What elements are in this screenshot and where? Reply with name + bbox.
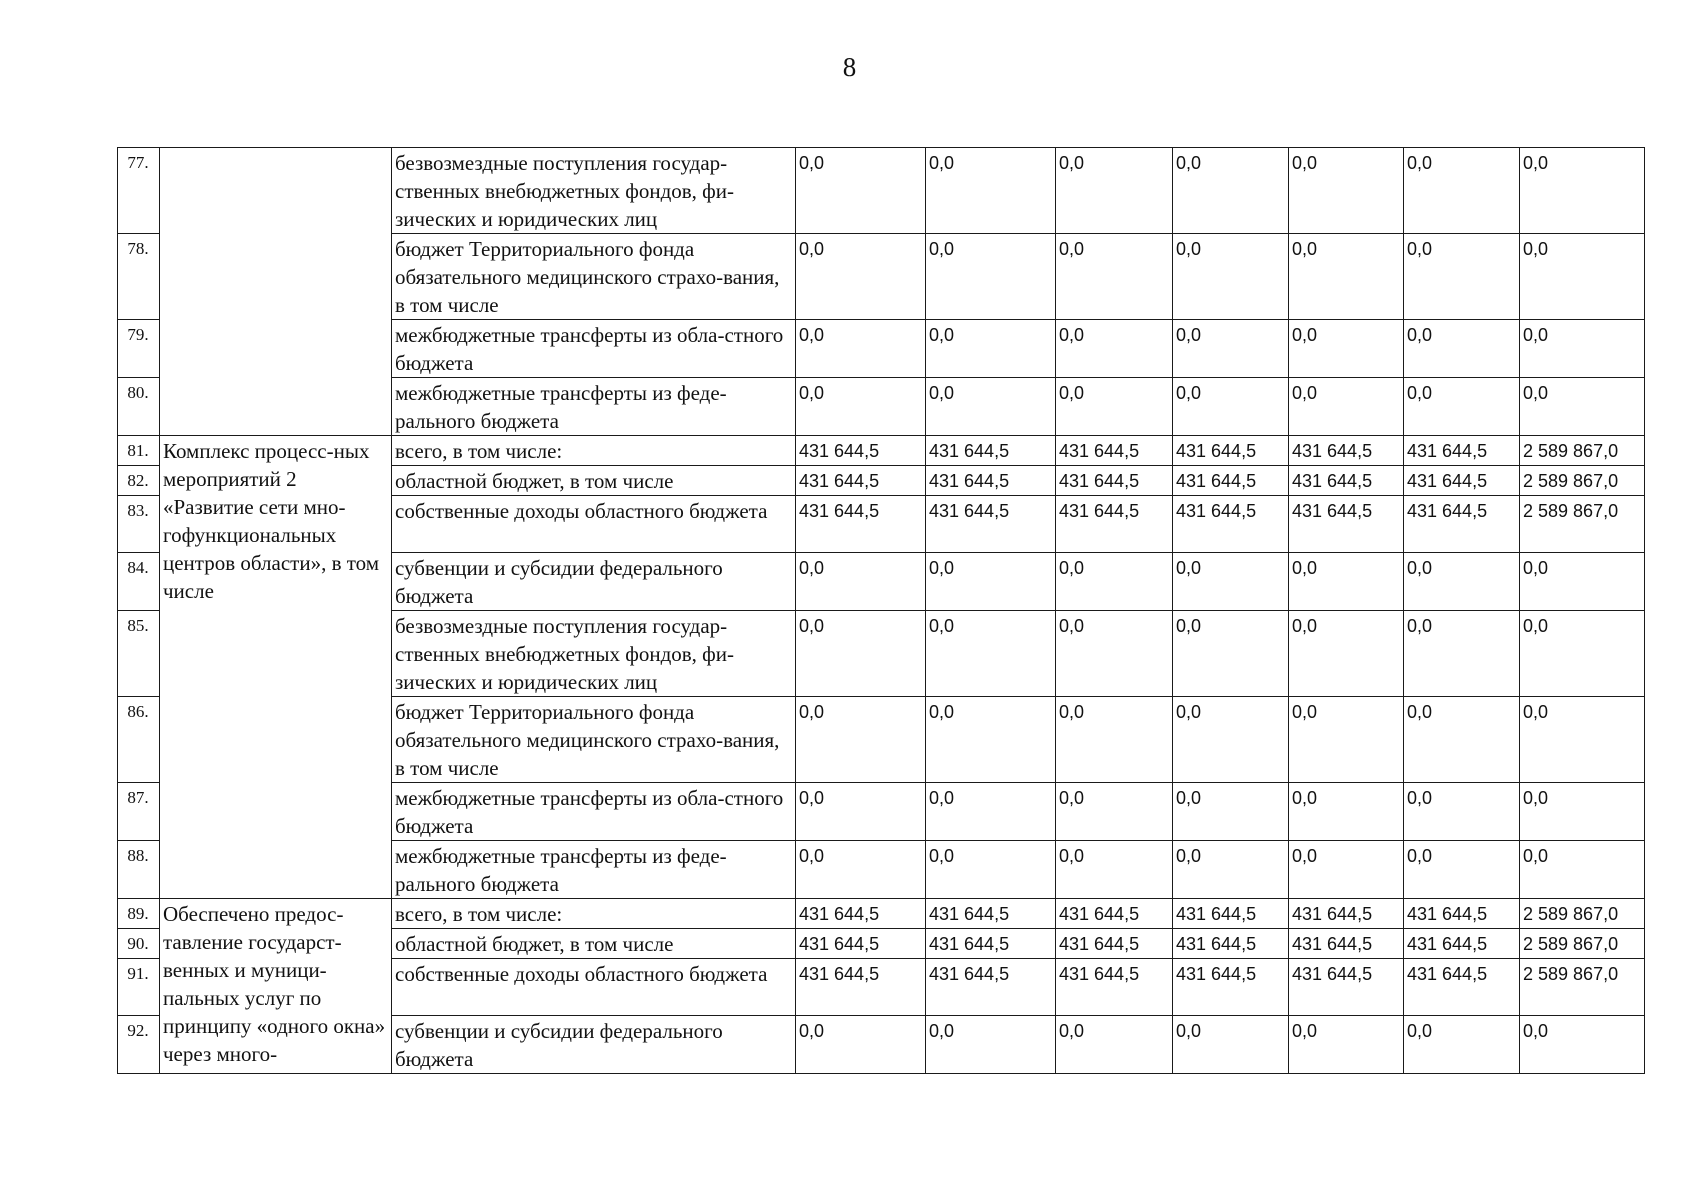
funding-source: всего, в том числе: [392,436,796,466]
row-number: 85. [118,611,160,697]
funding-source: субвенции и субсидии федерального бюджета [392,553,796,611]
year-value: 0,0 [1404,234,1520,320]
table-row [118,899,1645,929]
year-value: 0,0 [1289,783,1404,841]
year-value: 431 644,5 [1404,959,1520,1016]
row-number: 79. [118,320,160,378]
funding-source: межбюджетные трансферты из обла-стного бюджета [392,320,796,378]
year-value: 431 644,5 [1404,436,1520,466]
year-value: 0,0 [926,697,1056,783]
year-value: 0,0 [796,697,926,783]
year-value: 0,0 [926,378,1056,436]
year-value: 0,0 [1056,320,1173,378]
year-value: 431 644,5 [796,436,926,466]
year-value: 0,0 [1404,148,1520,234]
year-value: 0,0 [1404,611,1520,697]
year-value: 0,0 [926,234,1056,320]
funding-source: собственные доходы областного бюджета [392,959,796,1016]
row-number: 83. [118,496,160,553]
year-value: 431 644,5 [926,436,1056,466]
year-value: 0,0 [1173,378,1289,436]
year-value: 431 644,5 [1056,959,1173,1016]
year-value: 431 644,5 [1404,496,1520,553]
year-value: 0,0 [796,783,926,841]
year-value: 0,0 [1404,320,1520,378]
funding-source: областной бюджет, в том числе [392,466,796,496]
year-value: 431 644,5 [796,899,926,929]
year-value: 0,0 [796,148,926,234]
year-value: 0,0 [1404,783,1520,841]
funding-source: бюджет Территориального фонда обязательного медицинского страхо-вания, в том числе [392,234,796,320]
table-row [118,148,1645,234]
year-value: 431 644,5 [1056,436,1173,466]
total-value: 0,0 [1520,148,1645,234]
total-value: 0,0 [1520,234,1645,320]
year-value: 0,0 [1173,1016,1289,1074]
total-value: 2 589 867,0 [1520,899,1645,929]
year-value: 0,0 [1056,611,1173,697]
row-number: 90. [118,929,160,959]
year-value: 431 644,5 [1173,496,1289,553]
funding-source: собственные доходы областного бюджета [392,496,796,553]
year-value: 431 644,5 [1056,466,1173,496]
year-value: 431 644,5 [1289,466,1404,496]
year-value: 0,0 [1056,378,1173,436]
year-value: 0,0 [1289,1016,1404,1074]
year-value: 0,0 [796,234,926,320]
row-number: 80. [118,378,160,436]
total-value: 2 589 867,0 [1520,436,1645,466]
measure-description: Обеспечено предос-тавление государст-венных и муници-пальных услуг по принципу «одного окна» через много- [160,899,392,1074]
funding-source: областной бюджет, в том числе [392,929,796,959]
funding-source: межбюджетные трансферты из феде-рального бюджета [392,378,796,436]
row-number: 77. [118,148,160,234]
year-value: 0,0 [1289,320,1404,378]
year-value: 0,0 [1173,611,1289,697]
year-value: 0,0 [1173,148,1289,234]
row-number: 84. [118,553,160,611]
year-value: 0,0 [796,841,926,899]
year-value: 0,0 [1173,697,1289,783]
total-value: 0,0 [1520,320,1645,378]
year-value: 0,0 [1404,1016,1520,1074]
total-value: 0,0 [1520,611,1645,697]
year-value: 431 644,5 [1289,436,1404,466]
year-value: 431 644,5 [1289,959,1404,1016]
year-value: 431 644,5 [1173,436,1289,466]
row-number: 92. [118,1016,160,1074]
funding-source: всего, в том числе: [392,899,796,929]
total-value: 2 589 867,0 [1520,929,1645,959]
year-value: 0,0 [1173,783,1289,841]
year-value: 0,0 [926,841,1056,899]
year-value: 431 644,5 [926,899,1056,929]
year-value: 431 644,5 [1173,959,1289,1016]
year-value: 431 644,5 [926,466,1056,496]
year-value: 431 644,5 [1289,929,1404,959]
page-number: 8 [842,52,857,82]
year-value: 0,0 [796,611,926,697]
year-value: 0,0 [796,1016,926,1074]
year-value: 0,0 [1056,148,1173,234]
total-value: 2 589 867,0 [1520,959,1645,1016]
total-value: 0,0 [1520,783,1645,841]
total-value: 0,0 [1520,1016,1645,1074]
funding-source: субвенции и субсидии федерального бюджета [392,1016,796,1074]
year-value: 0,0 [1289,697,1404,783]
year-value: 0,0 [1404,841,1520,899]
total-value: 0,0 [1520,697,1645,783]
year-value: 0,0 [1289,553,1404,611]
year-value: 0,0 [1173,320,1289,378]
year-value: 431 644,5 [1173,466,1289,496]
total-value: 0,0 [1520,378,1645,436]
year-value: 431 644,5 [1056,496,1173,553]
row-number: 82. [118,466,160,496]
year-value: 0,0 [1056,553,1173,611]
row-number: 88. [118,841,160,899]
year-value: 431 644,5 [926,496,1056,553]
year-value: 0,0 [1056,783,1173,841]
total-value: 2 589 867,0 [1520,496,1645,553]
year-value: 431 644,5 [1404,929,1520,959]
year-value: 0,0 [796,320,926,378]
year-value: 431 644,5 [796,959,926,1016]
year-value: 0,0 [1056,234,1173,320]
funding-source: безвозмездные поступления государ-ственных внебюджетных фондов, фи-зических и юридических лиц [392,148,796,234]
funding-source: межбюджетные трансферты из феде-рального бюджета [392,841,796,899]
row-number: 91. [118,959,160,1016]
year-value: 0,0 [1404,378,1520,436]
year-value: 0,0 [1173,841,1289,899]
year-value: 0,0 [1289,148,1404,234]
year-value: 431 644,5 [1056,929,1173,959]
year-value: 0,0 [1289,234,1404,320]
year-value: 0,0 [1056,841,1173,899]
total-value: 2 589 867,0 [1520,466,1645,496]
year-value: 431 644,5 [796,929,926,959]
budget-table [117,147,1645,1074]
table-row [118,436,1645,466]
year-value: 431 644,5 [1289,496,1404,553]
year-value: 0,0 [1056,697,1173,783]
year-value: 0,0 [1056,1016,1173,1074]
year-value: 0,0 [796,553,926,611]
year-value: 0,0 [926,611,1056,697]
year-value: 431 644,5 [796,496,926,553]
year-value: 431 644,5 [1404,899,1520,929]
year-value: 0,0 [1289,378,1404,436]
total-value: 0,0 [1520,553,1645,611]
year-value: 431 644,5 [796,466,926,496]
row-number: 86. [118,697,160,783]
year-value: 431 644,5 [1173,899,1289,929]
year-value: 431 644,5 [1289,899,1404,929]
year-value: 431 644,5 [1173,929,1289,959]
year-value: 0,0 [1404,553,1520,611]
year-value: 0,0 [926,320,1056,378]
year-value: 0,0 [1404,697,1520,783]
year-value: 0,0 [926,148,1056,234]
row-number: 87. [118,783,160,841]
year-value: 431 644,5 [926,959,1056,1016]
year-value: 0,0 [926,1016,1056,1074]
funding-source: межбюджетные трансферты из обла-стного бюджета [392,783,796,841]
year-value: 0,0 [926,783,1056,841]
row-number: 89. [118,899,160,929]
year-value: 0,0 [796,378,926,436]
funding-source: бюджет Территориального фонда обязательного медицинского страхо-вания, в том числе [392,697,796,783]
year-value: 431 644,5 [926,929,1056,959]
measure-description [160,148,392,436]
year-value: 431 644,5 [1056,899,1173,929]
year-value: 0,0 [926,553,1056,611]
measure-description: Комплекс процесс-ных мероприятий 2 «Развитие сети мно-гофункциональных центров области», в том числе [160,436,392,899]
total-value: 0,0 [1520,841,1645,899]
row-number: 78. [118,234,160,320]
year-value: 0,0 [1173,234,1289,320]
funding-source: безвозмездные поступления государ-ственных внебюджетных фондов, фи-зических и юридических лиц [392,611,796,697]
year-value: 0,0 [1173,553,1289,611]
year-value: 0,0 [1289,841,1404,899]
budget-table-body [118,148,1645,1074]
row-number: 81. [118,436,160,466]
year-value: 431 644,5 [1404,466,1520,496]
year-value: 0,0 [1289,611,1404,697]
